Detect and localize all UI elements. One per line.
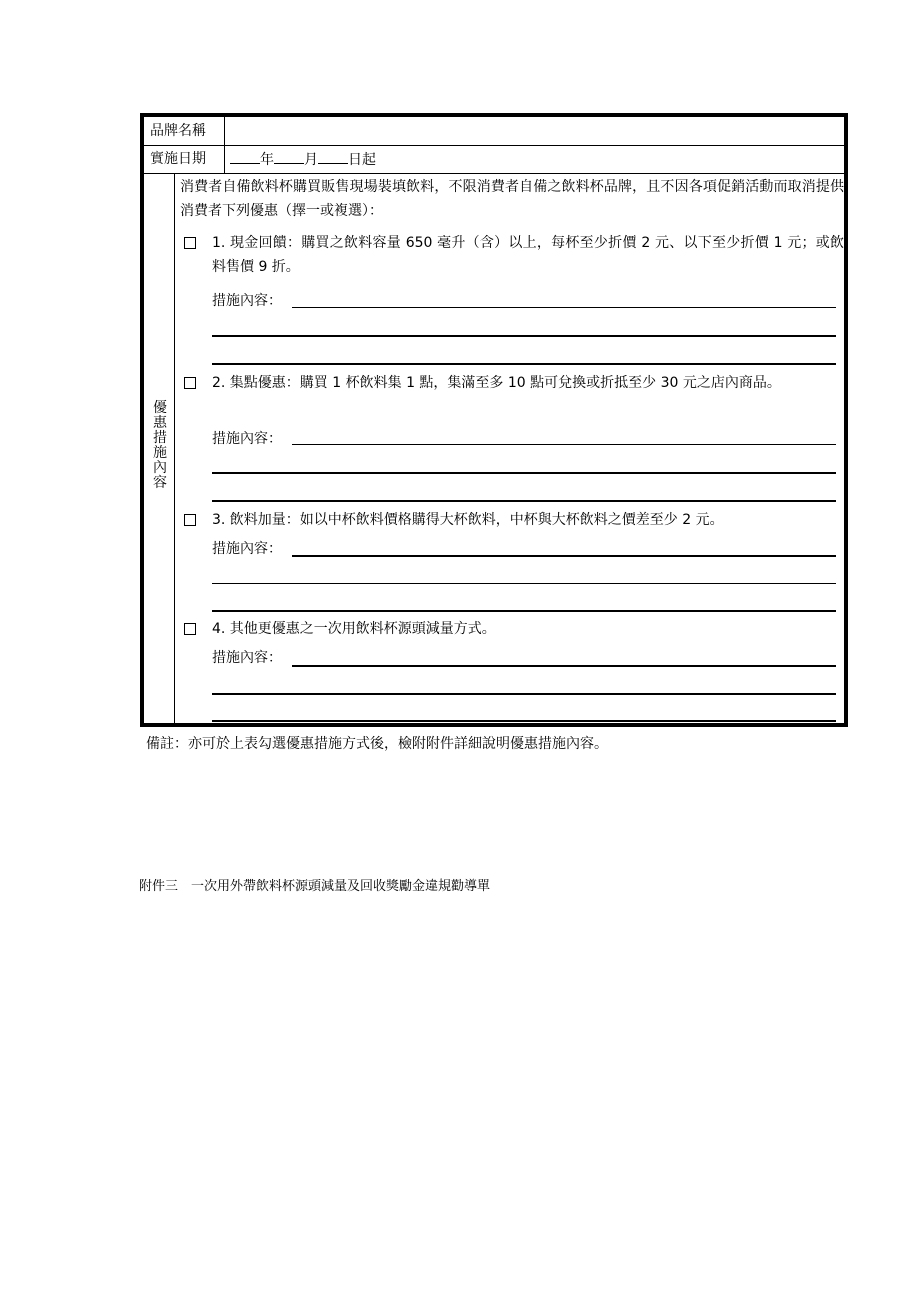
option-2-extra-line[interactable] [212, 500, 836, 502]
month-label: 月 [304, 152, 318, 168]
column-divider [224, 145, 225, 173]
option-2-measure-label: 措施內容： [212, 431, 282, 447]
option-4-checkbox[interactable] [184, 623, 196, 635]
option-1-extra-line[interactable] [212, 335, 836, 337]
option-1-checkbox[interactable] [184, 237, 196, 249]
annex-title: 附件三 一次用外帶飲料杯源頭減量及回收獎勵金違規勸導單 [139, 879, 491, 894]
footnote: 備註：亦可於上表勾選優惠措施方式後，檢附附件詳細說明優惠措施內容。 [146, 736, 608, 752]
option-1-measure-line[interactable] [292, 307, 836, 308]
option-1-text: 1. 現金回饋：購買之飲料容量 650 毫升（含）以上，每杯至少折價 2 元、以下至少折價 1 元；或飲料售價 9 折。 [212, 235, 844, 275]
year-blank[interactable] [230, 149, 260, 164]
intro-text: 消費者自備飲料杯購買販售現場裝填飲料，不限消費者自備之飲料杯品牌，且不因各項促銷活動而取消提供消費者下列優惠（擇一或複選）： [180, 179, 844, 219]
side-label-char: 容 [153, 475, 167, 491]
option-2-extra-line[interactable] [212, 472, 836, 474]
column-divider [174, 173, 175, 727]
option-4-extra-line[interactable] [212, 720, 836, 722]
option-4-text: 4. 其他更優惠之一次用飲料杯源頭減量方式。 [212, 621, 496, 637]
option-3-text: 3. 飲料加量：如以中杯飲料價格購得大杯飲料，中杯與大杯飲料之價差至少 2 元。 [212, 512, 724, 528]
implementation-date-label: 實施日期 [150, 151, 206, 167]
option-3-measure-line[interactable] [292, 555, 836, 557]
option-4-measure-label: 措施內容： [212, 650, 282, 666]
option-2-checkbox[interactable] [184, 377, 196, 389]
side-label-char: 惠 [153, 415, 167, 431]
side-label-char: 措 [153, 430, 167, 446]
discount-form-table [140, 113, 848, 727]
column-divider [224, 117, 225, 145]
row-divider [144, 173, 844, 174]
option-4-measure-line[interactable] [292, 665, 836, 667]
side-label-char: 施 [153, 445, 167, 461]
brand-name-field[interactable] [230, 121, 830, 141]
option-1-measure-label: 措施內容： [212, 293, 282, 309]
option-3-extra-line[interactable] [212, 583, 836, 584]
side-label-char: 內 [153, 460, 167, 476]
implementation-date-field[interactable] [230, 149, 376, 170]
month-blank[interactable] [274, 149, 304, 164]
day-blank[interactable] [318, 149, 348, 164]
side-label-char: 優 [153, 400, 167, 416]
year-label: 年 [260, 152, 274, 168]
option-3-measure-label: 措施內容： [212, 541, 282, 557]
row-divider [144, 145, 844, 146]
day-label: 日起 [348, 152, 376, 168]
option-2-text: 2. 集點優惠：購買 1 杯飲料集 1 點，集滿至多 10 點可兌換或折抵至少 30 元之店內商品。 [212, 375, 781, 391]
option-2-measure-line[interactable] [292, 444, 836, 445]
brand-name-label: 品牌名稱 [150, 123, 206, 139]
option-1-extra-line[interactable] [212, 363, 836, 365]
option-3-checkbox[interactable] [184, 514, 196, 526]
discount-measures-side-label [148, 401, 172, 491]
option-4-extra-line[interactable] [212, 693, 836, 695]
option-3-extra-line[interactable] [212, 610, 836, 612]
